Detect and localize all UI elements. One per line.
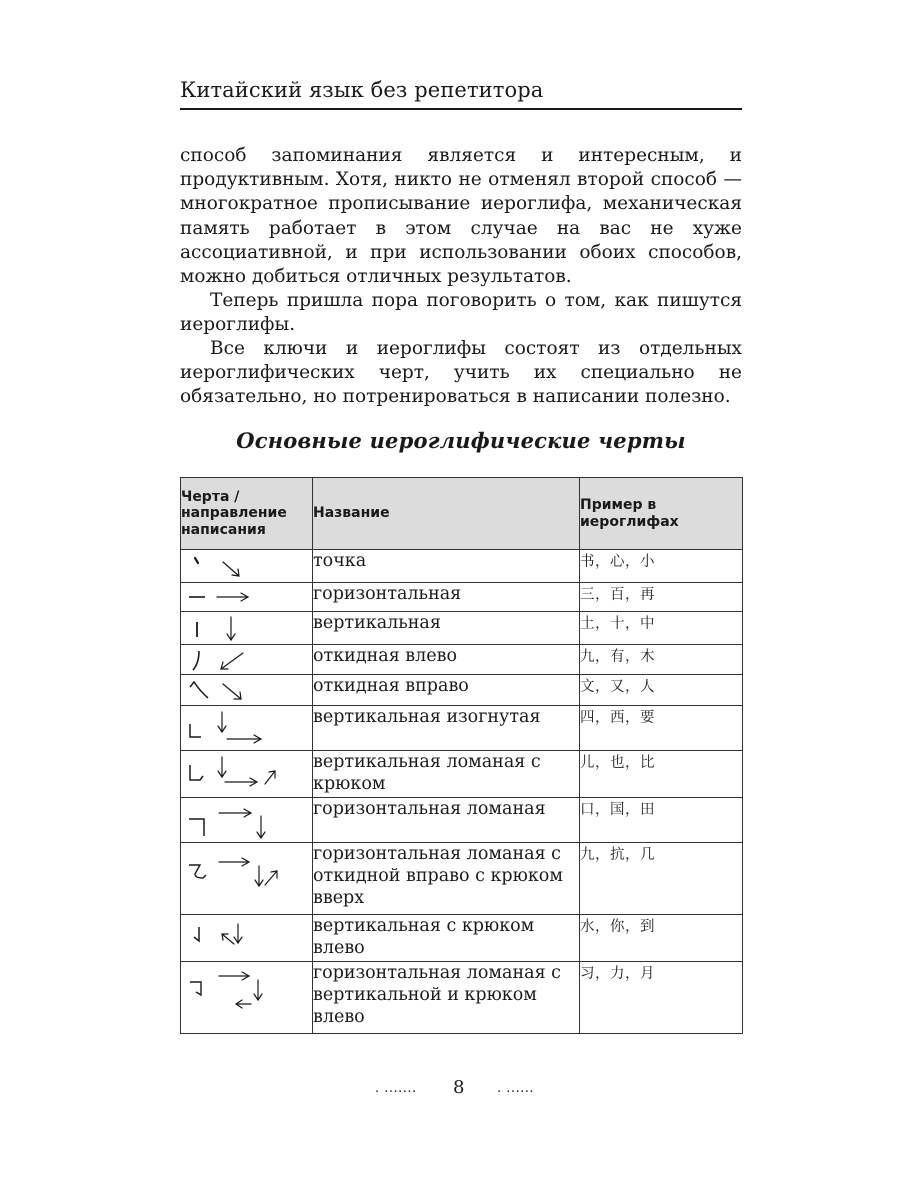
stroke-name: откидная влево xyxy=(313,645,580,675)
stroke-examples: 儿，也，比 xyxy=(580,751,743,798)
header-name: Название xyxy=(313,478,580,550)
stroke-name: вертикальная изогнутая xyxy=(313,706,580,751)
stroke-examples: 土，十，中 xyxy=(580,612,743,645)
stroke-name: точка xyxy=(313,550,580,583)
table-row xyxy=(181,798,743,843)
stroke-diagram-horizontal-bent-hook-up xyxy=(181,843,313,915)
stroke-name: вертикальная с крюком влево xyxy=(313,915,580,962)
table-row xyxy=(181,706,743,751)
stroke-name: горизонтальная ломаная с откидной вправо с крюком вверх xyxy=(313,843,580,915)
stroke-diagram-left-falling xyxy=(181,645,313,675)
stroke-examples: 三，百，再 xyxy=(580,583,743,612)
footer-dots-left: . ....... xyxy=(375,1081,417,1096)
stroke-diagram-horizontal-bent-hook-left xyxy=(181,962,313,1034)
stroke-diagram-vertical-hook-left xyxy=(181,915,313,962)
stroke-name: горизонтальная xyxy=(313,583,580,612)
stroke-name: вертикальная xyxy=(313,612,580,645)
stroke-name: горизонтальная ломаная xyxy=(313,798,580,843)
stroke-name: горизонтальная ломаная с вертикальной и крюком влево xyxy=(313,962,580,1034)
stroke-examples: 文，又，人 xyxy=(580,675,743,706)
stroke-diagram-vertical-bent-hook xyxy=(181,751,313,798)
table-row xyxy=(181,645,743,675)
footer-dots-right: . ...... xyxy=(497,1081,535,1096)
table-row xyxy=(181,675,743,706)
stroke-examples: 九，抗，几 xyxy=(580,843,743,915)
stroke-examples: 书，心，小 xyxy=(580,550,743,583)
stroke-examples: 口，国，田 xyxy=(580,798,743,843)
stroke-diagram-horizontal xyxy=(181,583,313,612)
stroke-examples: 九，有，木 xyxy=(580,645,743,675)
stroke-diagram-vertical-bent xyxy=(181,706,313,751)
table-row xyxy=(181,612,743,645)
stroke-examples: 习，力，月 xyxy=(580,962,743,1034)
stroke-diagram-dot xyxy=(181,550,313,583)
stroke-examples: 水，你，到 xyxy=(580,915,743,962)
header-stroke-direction: Черта / направление написания xyxy=(181,478,313,550)
stroke-diagram-vertical xyxy=(181,612,313,645)
strokes-table xyxy=(180,477,743,1034)
page-number: 8 xyxy=(453,1077,465,1098)
running-header: Китайский язык без репетитора xyxy=(180,78,544,102)
header-rule xyxy=(180,108,742,110)
stroke-examples: 四，西，要 xyxy=(580,706,743,751)
page-footer xyxy=(0,1077,900,1101)
stroke-name: вертикальная ломаная с крюком xyxy=(313,751,580,798)
table-row xyxy=(181,843,743,915)
header-examples: Пример в иероглифах xyxy=(580,478,743,550)
stroke-name: откидная вправо xyxy=(313,675,580,706)
table-row xyxy=(181,962,743,1034)
paragraph-1: способ запоминания является и интересным, и продуктивным. Хотя, никто не отменял второй способ — многократное прописывание иероглифа, механическая память работает в этом случае на вас не хуже ассоциативной, и при использовании обоих способов, можно добиться отличных результатов. xyxy=(180,145,742,288)
paragraph-2: Теперь пришла пора поговорить о том, как пишутся иероглифы. xyxy=(180,290,742,336)
table-row xyxy=(181,583,743,612)
table-row xyxy=(181,915,743,962)
paragraph-3: Все ключи и иероглифы состоят из отдельных иероглифических черт, учить их специально не обязательно, но потренироваться в написании полезно. xyxy=(180,338,742,408)
stroke-diagram-horizontal-bent xyxy=(181,798,313,843)
stroke-diagram-right-falling xyxy=(181,675,313,706)
table-title: Основные иероглифические черты xyxy=(236,428,686,453)
table-row xyxy=(181,751,743,798)
table-row xyxy=(181,550,743,583)
